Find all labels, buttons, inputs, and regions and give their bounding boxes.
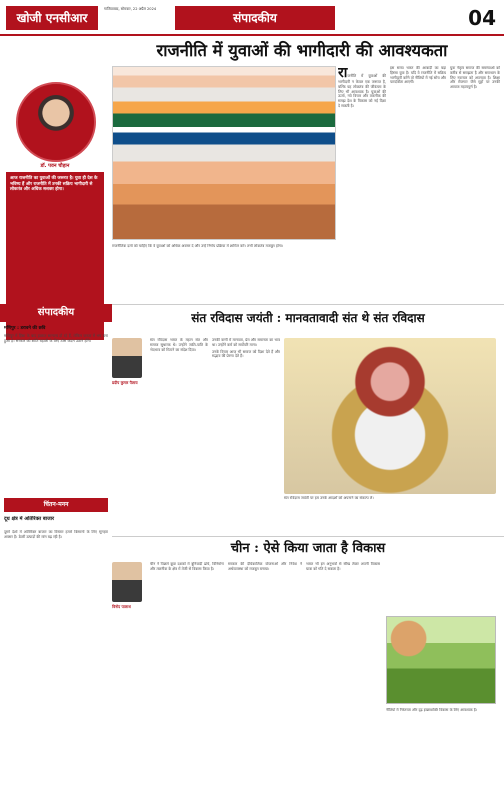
- top-column-4: [112, 244, 336, 304]
- top-col4: राजनीतिक दलों को चाहिए कि वे युवाओं को अधिक अवसर दें और उन्हें निर्णय प्रक्रिया में शामिल करें। तभी लोकतंत्र मजबूत होगा।: [112, 244, 284, 248]
- page-number: 04: [468, 6, 496, 30]
- brand-name: खोजी एनसीआर: [6, 6, 98, 30]
- top-column-3: [450, 66, 500, 304]
- middle-col3: उनके विचार आज भी समाज को दिशा देते हैं और सद्भाव की प्रेरणा देते हैं।: [212, 349, 280, 359]
- main-headline: राजनीति में युवाओं की भागीदारी की आवश्यकता: [156, 41, 448, 60]
- chintan-tag: चिंतन-मनन: [4, 498, 108, 512]
- top-column-2: [390, 66, 446, 304]
- left-small-text: मणिपुर में हिंसा के बाद हालात सामान्य हो रहे हैं, लेकिन जनता में भय बना हुआ है। सरकार को शांति बहाली के लिए ठोस कदम उठाने होंगे।: [4, 333, 108, 343]
- left-small-title: मणिपुर : डरावने की छवि: [4, 326, 46, 331]
- youth-flag-image: [112, 66, 336, 240]
- bottom-col3: भारत भी इन अनुभवों से सीख लेकर अपनी विकास यात्रा को गति दे सकता है।: [306, 562, 380, 571]
- bottom-author-photo: [112, 562, 142, 602]
- sant-ravidas-image: [284, 338, 496, 494]
- editorial-ribbon: संपादकीय: [0, 304, 112, 322]
- left-bottom-text: [4, 530, 108, 796]
- middle-col1: संत रविदास भारत के महान संत और समाज सुधारक थे। उन्होंने जाति-पाति के भेदभाव को मिटाने का संदेश दिया।: [150, 338, 208, 352]
- bottom-column-2: [228, 562, 302, 794]
- bottom-col4: नीतियों में निरंतरता और दृढ़ इच्छाशक्ति विकास के लिए आवश्यक है।: [386, 708, 478, 712]
- bottom-column-3: [306, 562, 380, 794]
- bottom-column-1: [150, 562, 224, 794]
- author-name: डॉ. पवन चौहान: [40, 163, 70, 169]
- top-column-1: [338, 66, 386, 304]
- bottom-author-name: विनोद पालाश: [112, 604, 131, 609]
- section-title: संपादकीय: [175, 6, 335, 30]
- middle-col2: उनकी वाणी में मानवता, प्रेम और समानता का भाव था। उन्होंने कर्म को सर्वोपरि माना।: [212, 338, 280, 347]
- bottom-col2: सरकार की दीर्घकालिक योजनाओं और निवेश ने अर्थव्यवस्था को मजबूत बनाया।: [228, 562, 302, 571]
- divider-2: [112, 536, 504, 537]
- top-col1: जनीति में युवाओं की भागीदारी न केवल एक जरूरत है, बल्कि यह लोकतंत्र की जीवंतता के लिए भी आवश्यक है। युवाओं की ऊर्जा, नये विचार और तकनीक की समझ देश के विकास को नई दिशा दे सकती है।: [338, 74, 386, 108]
- left-article: [4, 324, 108, 494]
- left-bottom-panel: [0, 498, 112, 800]
- middle-column-1: [150, 338, 208, 534]
- middle-author-photo: [112, 338, 142, 378]
- top-col3: युवा नेतृत्व समाज की समस्याओं को करीब से समझता है और समाधान के लिए नवाचार को अपनाता है। शिक्षा और रोजगार जैसे मुद्दों पर उनकी आवाज महत्वपूर्ण है।: [450, 66, 500, 90]
- quote-box: आज राजनीति का युवाओं की जरूरत है। युवा ही देश के भविष्य हैं और राजनीति में उनकी सक्रिय भागीदारी से लोकतंत्र और अधिक सशक्त होगा।: [6, 172, 104, 340]
- middle-headline: संत रविदास जयंती : मानवतावादी संत थे संत रविदास: [191, 311, 425, 325]
- left-small-text-2: दूसरे देशों में अतिरिक्त बाजार का विस्तार हमारे किसानों के लिए सुनहरा अवसर है। डेयरी उत्पादों की मांग बढ़ रही है।: [4, 530, 108, 539]
- middle-column-2: [212, 338, 280, 534]
- bottom-headline: चीन : ऐसे किया जाता है विकास: [230, 541, 386, 556]
- header-meta: गाजियाबाद, सोमवार, 22 अप्रैल 2024: [104, 7, 157, 11]
- bottom-column-4: [386, 708, 496, 794]
- left-editorial-block: [2, 36, 106, 304]
- middle-col4: संत रविदास जयंती पर हम उनके आदर्शों को अपनाने का संकल्प लें।: [284, 496, 374, 500]
- lead-letter: रा: [338, 66, 348, 81]
- page-header: [0, 0, 504, 36]
- bottom-col1: चीन ने पिछले कुछ दशकों में बुनियादी ढांचे, विनिर्माण और तकनीक के क्षेत्र में तेजी से विकास किया है।: [150, 562, 224, 571]
- top-col2: इस समय भारत की आबादी का बड़ा हिस्सा युवा है। यदि वे राजनीति में सक्रिय भागीदारी करेंगे तो नीतियों में नई सोच और पारदर्शिता आएगी।: [390, 66, 446, 85]
- middle-author-name: प्रदीप कुमार पैलाय: [112, 380, 138, 385]
- middle-column-3: [284, 496, 496, 534]
- left-subhead: दूध क्षेत्र में अतिरिक्त बाजार: [4, 516, 55, 522]
- author-photo: [16, 82, 96, 162]
- tea-plantation-image: [386, 616, 496, 704]
